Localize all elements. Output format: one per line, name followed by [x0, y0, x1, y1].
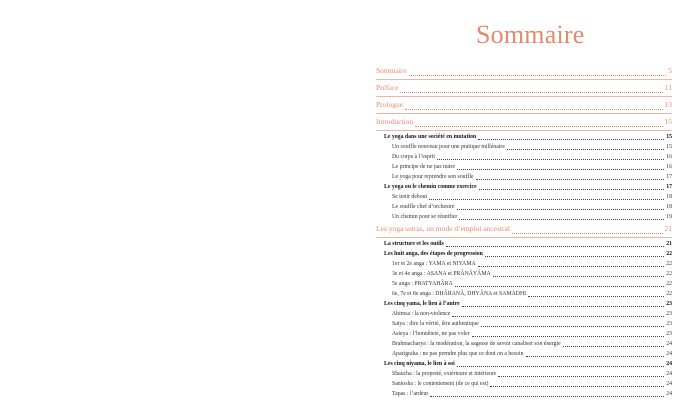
toc-entry-title: Santosha : le contentement (de ce qui est) [392, 381, 489, 387]
toc-entry[interactable] [376, 369, 672, 379]
toc-entry-title: Satya : dire la vérité, être authentique [392, 321, 479, 327]
toc-entry-page: 13 [664, 100, 672, 109]
dot-leader [457, 169, 664, 170]
toc-entry[interactable] [376, 202, 672, 212]
toc-entry[interactable] [376, 299, 672, 309]
toc-entry-page: 16 [666, 154, 672, 160]
toc-entry-title: Le principe de ne pas nuire [392, 164, 455, 170]
toc-entry[interactable] [376, 182, 672, 192]
dot-leader [526, 356, 665, 357]
dot-leader [507, 149, 664, 150]
toc-entry[interactable] [376, 132, 672, 142]
section-divider [376, 113, 672, 114]
dot-leader [485, 256, 664, 257]
toc-entry-page: 18 [666, 194, 672, 200]
toc-entry-title: Introduction [376, 117, 414, 126]
dot-leader [455, 286, 665, 287]
dot-leader [430, 396, 664, 397]
toc-entry[interactable] [376, 319, 672, 329]
toc-entry[interactable] [376, 192, 672, 202]
dot-leader [476, 179, 665, 180]
toc-entry-title: Un souffle nouveau pour une pratique millénaire [392, 144, 505, 150]
toc-entry[interactable] [376, 249, 672, 259]
toc-entry-page: 22 [666, 271, 672, 277]
toc-entry[interactable] [376, 81, 672, 95]
toc-entry-page: 15 [666, 134, 672, 140]
toc-entry-title: Les yoga sutras, un mode d’emploi ancestral [376, 224, 510, 233]
section-divider [376, 79, 672, 80]
toc-entry-title: Du corps à l’esprit [392, 154, 435, 160]
toc-entry-title: La structure et les outils [384, 241, 444, 247]
toc-entry-title: Le souffle chef d’orchestre [392, 204, 455, 210]
toc-entry-title: 6e, 7e et 8e anga : DHÂRANÂ, DHYÂNA et SAMADHI [392, 291, 527, 297]
dot-leader [409, 75, 666, 76]
dot-leader [498, 376, 664, 377]
toc-entry[interactable] [376, 142, 672, 152]
dot-leader [446, 246, 664, 247]
toc-entry-page: 24 [666, 341, 672, 347]
toc-entry-page: 24 [666, 371, 672, 377]
dot-leader [437, 159, 664, 160]
toc-entry[interactable] [376, 152, 672, 162]
toc-entry-page: 23 [666, 331, 672, 337]
dot-leader [459, 219, 664, 220]
toc-entry[interactable] [376, 212, 672, 222]
toc-entry[interactable] [376, 329, 672, 339]
toc-entry[interactable] [376, 289, 672, 299]
toc-entry[interactable] [376, 269, 672, 279]
toc-entry-page: 24 [666, 361, 672, 367]
toc-entry-title: Prologue [376, 100, 404, 109]
toc-entry-page: 5 [668, 66, 672, 75]
dot-leader [478, 139, 664, 140]
toc-entry-page: 22 [666, 291, 672, 297]
toc-entry-title: Un chemin pour se réunifier [392, 214, 458, 220]
toc-entry[interactable] [376, 339, 672, 349]
dot-leader [490, 386, 664, 387]
toc-entry[interactable] [376, 309, 672, 319]
dot-leader [528, 296, 664, 297]
toc-entry[interactable] [376, 115, 672, 129]
dot-leader [493, 276, 665, 277]
dot-leader [512, 233, 663, 234]
toc-entry-page: 11 [664, 83, 672, 92]
toc-entry-title: 3e et 4e anga : ASANA et PRÂNÂYÂMA [392, 271, 491, 277]
toc-entry-title: Les cinq niyama, le lien à soi [384, 361, 455, 367]
dot-leader [452, 316, 664, 317]
toc-entry-page: 22 [666, 251, 672, 257]
toc-entry[interactable] [376, 359, 672, 369]
toc-entry-title: Le yoga pour reprendre son souffle [392, 174, 474, 180]
toc-entry[interactable] [376, 98, 672, 112]
toc-entry-page: 24 [666, 351, 672, 357]
dot-leader [472, 336, 665, 337]
toc-entry-title: Le yoga ou le chemin comme exercice [384, 184, 477, 190]
dot-leader [400, 92, 662, 93]
section-divider [376, 130, 672, 131]
toc-entry-page: 21 [666, 241, 672, 247]
dot-leader [479, 189, 665, 190]
toc-entry-title: Brahmacharya : la modération, la sagesse de savoir canaliser son énergie [392, 341, 561, 347]
toc-entry-page: 23 [666, 321, 672, 327]
toc-entry-page: 22 [666, 261, 672, 267]
toc-entry-title: 5e anga : PRATYAHÂRA [392, 281, 453, 287]
toc-entry-title: Les cinq yama, le lien à l’autre [384, 301, 460, 307]
toc-entry[interactable] [376, 349, 672, 359]
toc-entry-title: Ahimsa : la non-violence [392, 311, 451, 317]
toc-entry-title: Sommaire [376, 66, 407, 75]
section-divider [376, 237, 672, 238]
toc-entry-title: Le yoga dans une société en mutation [384, 134, 477, 140]
toc-entry-page: 15 [666, 144, 672, 150]
toc-entry-page: 15 [664, 117, 672, 126]
toc-entry-page: 21 [664, 224, 672, 233]
toc-entry[interactable] [376, 259, 672, 269]
toc-entry[interactable] [376, 389, 672, 399]
dot-leader [478, 266, 665, 267]
toc-entry-title: 1er et 2e anga : YAMA et NIYAMA [392, 261, 476, 267]
dot-leader [563, 346, 664, 347]
toc-entry[interactable] [376, 279, 672, 289]
dot-leader [457, 209, 665, 210]
toc-entry[interactable] [376, 162, 672, 172]
toc-entry[interactable] [376, 172, 672, 182]
toc-entry[interactable] [376, 379, 672, 389]
toc-entry-title: Les huit anga, des étapes de progression [384, 251, 483, 257]
dot-leader [429, 199, 664, 200]
toc-entry-page: 24 [666, 391, 672, 397]
toc-entry-title: Se tenir debout [392, 194, 428, 200]
toc-entry-title: Tapas : l’ardeur [392, 391, 429, 397]
toc-entry[interactable] [376, 222, 672, 236]
dot-leader [481, 326, 664, 327]
toc-entry-page: 24 [666, 381, 672, 387]
toc-entry[interactable] [376, 239, 672, 249]
toc-entry-page: 23 [666, 301, 672, 307]
toc-entry-title: Préface [376, 83, 399, 92]
toc-entry-title: Asteya : l’honnêteté, ne pas voler [392, 331, 470, 337]
toc-entry-title: Shaucha : la propreté, extérieure et intérieure [392, 371, 497, 377]
table-of-contents [376, 64, 672, 399]
toc-entry-page: 16 [666, 164, 672, 170]
toc-entry[interactable] [376, 64, 672, 78]
toc-entry-page: 18 [666, 204, 672, 210]
dot-leader [462, 306, 664, 307]
page-title: Sommaire [476, 20, 585, 49]
toc-entry-page: 17 [666, 174, 672, 180]
toc-entry-page: 19 [666, 214, 672, 220]
toc-entry-page: 17 [666, 184, 672, 190]
dot-leader [415, 126, 662, 127]
section-divider [376, 96, 672, 97]
dot-leader [405, 109, 662, 110]
toc-entry-title: Aparigraha : ne pas prendre plus que ce dont on a besoin [392, 351, 524, 357]
dot-leader [457, 366, 665, 367]
toc-entry-page: 23 [666, 311, 672, 317]
toc-entry-page: 22 [666, 281, 672, 287]
